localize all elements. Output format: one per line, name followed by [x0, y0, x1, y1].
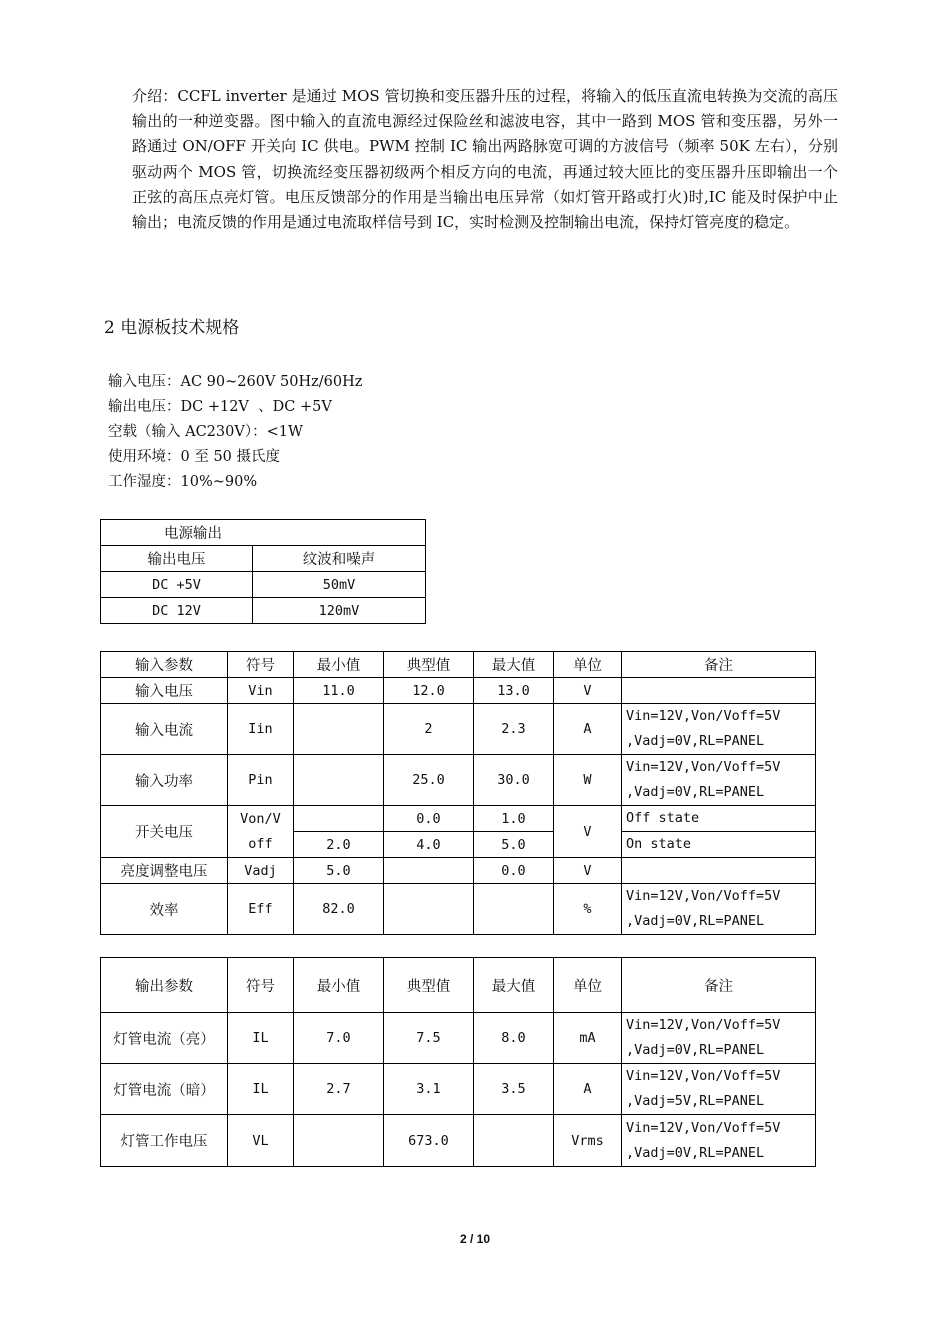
param-note	[622, 1064, 816, 1115]
param-symbol: Vin	[228, 678, 294, 704]
param-unit: W	[554, 755, 622, 806]
param-typ	[384, 884, 474, 935]
param-note	[622, 858, 816, 884]
note-line: ,Vadj=0V,RL=PANEL	[626, 784, 765, 800]
param-note	[622, 755, 816, 806]
param-typ: 25.0	[384, 755, 474, 806]
table-row	[101, 1064, 816, 1115]
header-cell: 典型值	[384, 958, 474, 1013]
param-min	[294, 704, 384, 755]
param-name: 输入功率	[101, 755, 228, 806]
param-max: 8.0	[474, 1013, 554, 1064]
param-typ: 12.0	[384, 678, 474, 704]
param-name: 开关电压	[101, 806, 228, 858]
table-row	[101, 704, 816, 755]
input-params-table	[100, 651, 816, 935]
table-cell: DC +5V	[101, 572, 253, 598]
param-max	[474, 884, 554, 935]
note-line: ,Vadj=0V,RL=PANEL	[626, 1042, 765, 1058]
param-note	[622, 884, 816, 935]
note-line: ,Vadj=0V,RL=PANEL	[626, 913, 765, 929]
param-name: 输入电流	[101, 704, 228, 755]
param-symbol: Pin	[228, 755, 294, 806]
param-unit: A	[554, 1064, 622, 1115]
table-cell: 120mV	[253, 598, 426, 624]
note-line: Vin=12V,Von/Voff=5V	[626, 1017, 781, 1033]
table-row	[101, 884, 816, 935]
header-cell: 符号	[228, 652, 294, 678]
param-max: 5.0	[474, 832, 554, 858]
param-max: 0.0	[474, 858, 554, 884]
param-typ: 0.0	[384, 806, 474, 832]
header-cell: 最小值	[294, 652, 384, 678]
param-symbol: Eff	[228, 884, 294, 935]
param-symbol: Iin	[228, 704, 294, 755]
header-output-voltage: 输出电压	[101, 546, 253, 572]
param-typ: 2	[384, 704, 474, 755]
param-max	[474, 1115, 554, 1167]
param-max: 2.3	[474, 704, 554, 755]
param-note	[622, 678, 816, 704]
param-min: 82.0	[294, 884, 384, 935]
param-unit: V	[554, 678, 622, 704]
header-cell: 最小值	[294, 958, 384, 1013]
param-unit: A	[554, 704, 622, 755]
header-cell: 最大值	[474, 652, 554, 678]
header-cell: 输出参数	[101, 958, 228, 1013]
param-max: 1.0	[474, 806, 554, 832]
spec-environment: 使用环境：0 至 50 摄氏度	[108, 449, 281, 465]
param-name: 亮度调整电压	[101, 858, 228, 884]
table-row	[101, 572, 426, 598]
header-cell: 最大值	[474, 958, 554, 1013]
param-symbol: VL	[228, 1115, 294, 1167]
param-max: 3.5	[474, 1064, 554, 1115]
param-name: 输入电压	[101, 678, 228, 704]
param-typ: 7.5	[384, 1013, 474, 1064]
table-header-row	[101, 958, 816, 1013]
param-unit: V	[554, 858, 622, 884]
param-unit: Vrms	[554, 1115, 622, 1167]
param-max: 13.0	[474, 678, 554, 704]
spec-output-voltage: 输出电压：DC +12V 、DC +5V	[108, 399, 332, 415]
param-typ: 3.1	[384, 1064, 474, 1115]
param-min: 11.0	[294, 678, 384, 704]
header-cell: 典型值	[384, 652, 474, 678]
table-row	[101, 858, 816, 884]
section-heading: 2 电源板技术规格	[104, 318, 240, 338]
note-line: ,Vadj=5V,RL=PANEL	[626, 1093, 765, 1109]
param-symbol: IL	[228, 1064, 294, 1115]
header-ripple-noise: 纹波和噪声	[253, 546, 426, 572]
param-note	[622, 1013, 816, 1064]
intro-paragraph: 介绍：CCFL inverter 是通过 MOS 管切换和变压器升压的过程，将输入的低压直流电转换为交流的高压输出的一种逆变器。图中输入的直流电源经过保险丝和滤波电容，其中一路到 MOS 管和变压器，另外一路通过 ON/OFF 开关向 IC 供电。PWM 控制 IC 输出两路脉宽可调的方波信号（频率 50K 左右），分别驱动两个 MOS 管，切换流经变压器初级两个相反方向的电流，再通过较大匝比的变压器升压即输出一个正弦的高压点亮灯管。电压反馈部分的作用是当输出电压异常（如灯管开路或打火)时,IC 能及时保护中止输出；电流反馈的作用是通过电流取样信号到 IC，实时检测及控制输出电流，保持灯管亮度的稳定。	[132, 87, 838, 232]
note-line: Vin=12V,Von/Voff=5V	[626, 1119, 781, 1136]
param-name: 灯管工作电压	[101, 1115, 228, 1167]
param-min: 5.0	[294, 858, 384, 884]
param-max: 30.0	[474, 755, 554, 806]
table-row	[101, 1013, 816, 1064]
note-line: ,Vadj=0V,RL=PANEL	[626, 733, 765, 749]
power-output-title: 电源输出	[101, 520, 426, 546]
spec-no-load: 空载（输入 AC230V）：<1W	[108, 424, 303, 440]
table-row	[101, 806, 816, 832]
table-row	[101, 1115, 816, 1167]
param-symbol: Vadj	[228, 858, 294, 884]
param-symbol	[228, 806, 294, 858]
param-unit: mA	[554, 1013, 622, 1064]
param-min: 2.7	[294, 1064, 384, 1115]
table-row	[101, 678, 816, 704]
param-note: On state	[622, 832, 816, 858]
param-typ: 673.0	[384, 1115, 474, 1167]
symbol-line: off	[248, 835, 273, 852]
table-cell: DC 12V	[101, 598, 253, 624]
header-cell: 输入参数	[101, 652, 228, 678]
header-cell: 备注	[622, 958, 816, 1013]
param-min	[294, 755, 384, 806]
param-name: 灯管电流（亮）	[101, 1013, 228, 1064]
page-number: 2 / 10	[459, 1232, 491, 1246]
param-symbol: IL	[228, 1013, 294, 1064]
spec-list	[108, 370, 362, 495]
param-name: 灯管电流（暗）	[101, 1064, 228, 1115]
param-name: 效率	[101, 884, 228, 935]
table-cell: 50mV	[253, 572, 426, 598]
note-line: Vin=12V,Von/Voff=5V	[626, 708, 781, 724]
header-cell: 单位	[554, 958, 622, 1013]
param-typ	[384, 858, 474, 884]
param-min: 2.0	[294, 832, 384, 858]
header-cell: 备注	[622, 652, 816, 678]
param-note	[622, 704, 816, 755]
power-output-table	[100, 519, 426, 624]
param-unit: V	[554, 806, 622, 858]
header-cell: 单位	[554, 652, 622, 678]
param-note	[622, 1115, 816, 1167]
note-line: Vin=12V,Von/Voff=5V	[626, 1068, 781, 1084]
note-line: Vin=12V,Von/Voff=5V	[626, 759, 781, 775]
table-row	[101, 755, 816, 806]
spec-humidity: 工作湿度：10%~90%	[108, 474, 258, 490]
note-line: ,Vadj=0V,RL=PANEL	[626, 1144, 765, 1161]
param-note: Off state	[622, 806, 816, 832]
table-header-row	[101, 652, 816, 678]
table-row	[101, 598, 426, 624]
output-params-table	[100, 957, 816, 1167]
param-min: 7.0	[294, 1013, 384, 1064]
param-unit: %	[554, 884, 622, 935]
spec-input-voltage: 输入电压：AC 90~260V 50Hz/60Hz	[108, 374, 363, 390]
param-min	[294, 1115, 384, 1167]
param-min	[294, 806, 384, 832]
header-cell: 符号	[228, 958, 294, 1013]
param-typ: 4.0	[384, 832, 474, 858]
note-line: Vin=12V,Von/Voff=5V	[626, 888, 781, 904]
symbol-line: Von/V	[240, 810, 281, 827]
